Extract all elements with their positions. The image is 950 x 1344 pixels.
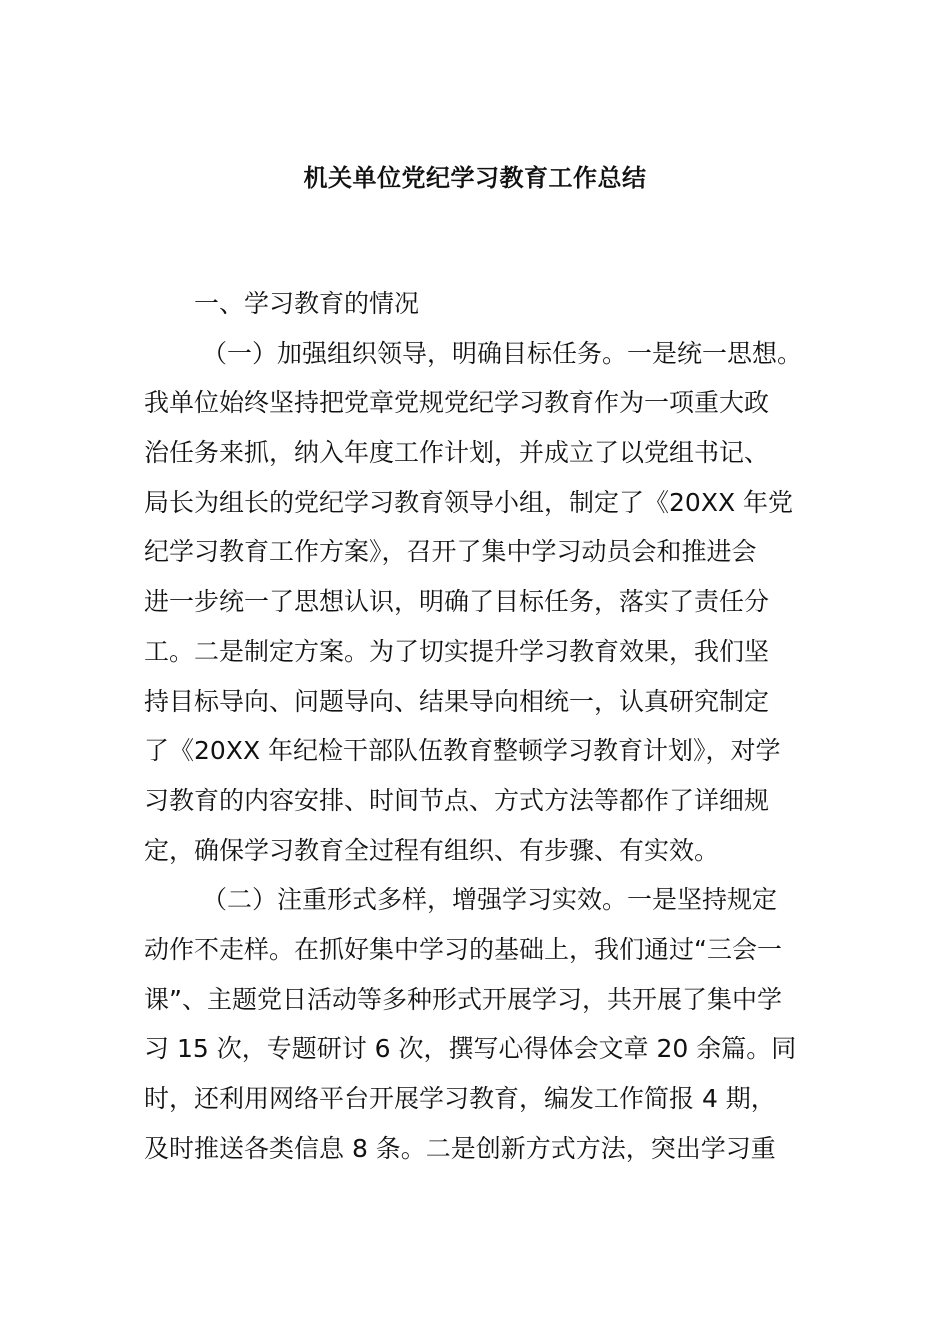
- paragraph-line: 习 15 次，专题研讨 6 次，撰写心得体会文章 20 余篇。同: [144, 1034, 797, 1064]
- paragraph-line: 动作不走样。在抓好集中学习的基础上，我们通过“三会一: [144, 934, 782, 964]
- subsection-heading-1: （一）加强组织领导，明确目标任务。一是统一思想。: [202, 338, 803, 368]
- document-title: 机关单位党纪学习教育工作总结: [303, 164, 647, 192]
- subsection-heading-2: （二）注重形式多样，增强学习实效。一是坚持规定: [202, 885, 778, 915]
- paragraph-line: 治任务来抓，纳入年度工作计划，并成立了以党组书记、: [144, 438, 770, 468]
- paragraph-line: 课”、主题党日活动等多种形式开展学习，共开展了集中学: [144, 984, 782, 1014]
- paragraph-line: 及时推送各类信息 8 条。二是创新方式方法，突出学习重: [144, 1133, 776, 1163]
- paragraph-line: 时，还利用网络平台开展学习教育，编发工作简报 4 期，: [144, 1084, 776, 1113]
- document-body: [144, 279, 812, 1173]
- paragraph-line: 纪学习教育工作方案》，召开了集中学习动员会和推进会: [144, 537, 757, 567]
- paragraph-line: 进一步统一了思想认识，明确了目标任务，落实了责任分: [144, 587, 770, 617]
- paragraph-line: 持目标导向、问题导向、结果导向相统一，认真研究制定: [144, 686, 770, 716]
- paragraph-line: 我单位始终坚持把党章党规党纪学习教育作为一项重大政: [144, 388, 770, 418]
- paragraph-line: 工。二是制定方案。为了切实提升学习教育效果，我们坚: [144, 636, 770, 666]
- paragraph-line: 定，确保学习教育全过程有组织、有步骤、有实效。: [144, 835, 720, 865]
- paragraph-line: 了《20XX 年纪检干部队伍教育整顿学习教育计划》，对学: [144, 736, 781, 766]
- section-heading: 一、学习教育的情况: [194, 289, 420, 318]
- paragraph-line: 局长为组长的党纪学习教育领导小组，制定了《20XX 年党: [144, 487, 794, 517]
- paragraph-line: 习教育的内容安排、时间节点、方式方法等都作了详细规: [144, 785, 770, 815]
